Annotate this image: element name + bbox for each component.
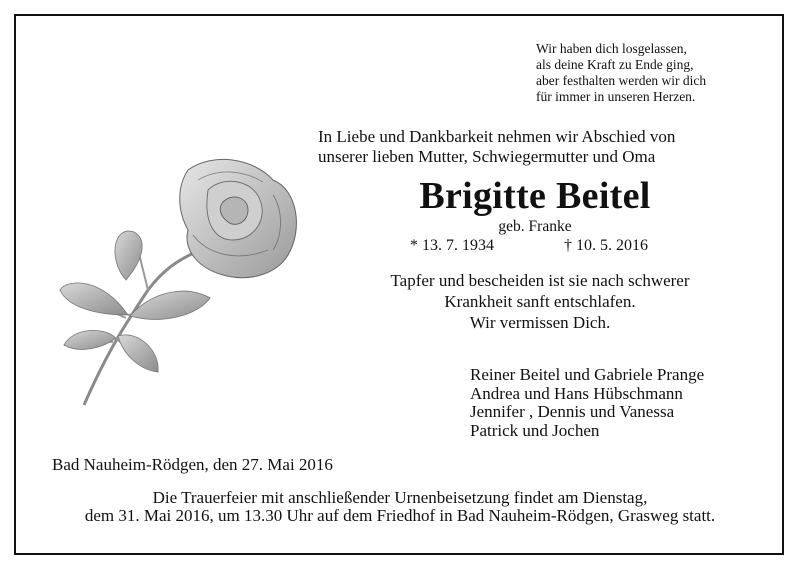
poem-line: für immer in unseren Herzen.: [536, 89, 696, 104]
family-line: Jennifer , Dennis und Vanessa: [470, 402, 675, 421]
family-line: Andrea und Hans Hübschmann: [470, 383, 683, 403]
birth-date: * 13. 7. 1934: [410, 237, 494, 254]
death-date: † 10. 5. 2016: [564, 237, 648, 254]
funeral-notice: [30, 489, 770, 525]
family-line: Patrick und Jochen: [470, 420, 600, 440]
deceased-name: Brigitte Beitel: [419, 175, 651, 217]
condolence-line: Wir vermissen Dich.: [469, 313, 611, 332]
condolence-text: [340, 270, 740, 333]
condolence-line: Tapfer und bescheiden ist sie nach schwerer: [390, 271, 690, 290]
family-line: Reiner Beitel und Gabriele Prange: [470, 365, 705, 384]
place-date: Bad Nauheim-Rödgen, den 27. Mai 2016: [52, 455, 333, 474]
intro-line: In Liebe und Dankbarkeit nehmen wir Abschied von: [318, 127, 676, 146]
rose-illustration: [48, 150, 308, 415]
intro-text: [318, 127, 675, 167]
intro-line: unserer lieben Mutter, Schwiegermutter und Oma: [318, 147, 656, 166]
poem-line: Wir haben dich losgelassen,: [536, 41, 687, 56]
funeral-line: Die Trauerfeier mit anschließender Urnenbeisetzung findet am Dienstag,: [152, 488, 648, 507]
funeral-line: dem 31. Mai 2016, um 13.30 Uhr auf dem Friedhof in Bad Nauheim-Rödgen, Grasweg statt.: [84, 506, 716, 525]
family-signatures: [470, 366, 704, 440]
poem: [536, 41, 776, 105]
condolence-line: Krankheit sanft entschlafen.: [444, 292, 636, 311]
poem-line: als deine Kraft zu Ende ging,: [536, 57, 694, 72]
poem-line: aber festhalten werden wir dich: [536, 73, 707, 88]
birth-name: geb. Franke: [498, 218, 572, 235]
